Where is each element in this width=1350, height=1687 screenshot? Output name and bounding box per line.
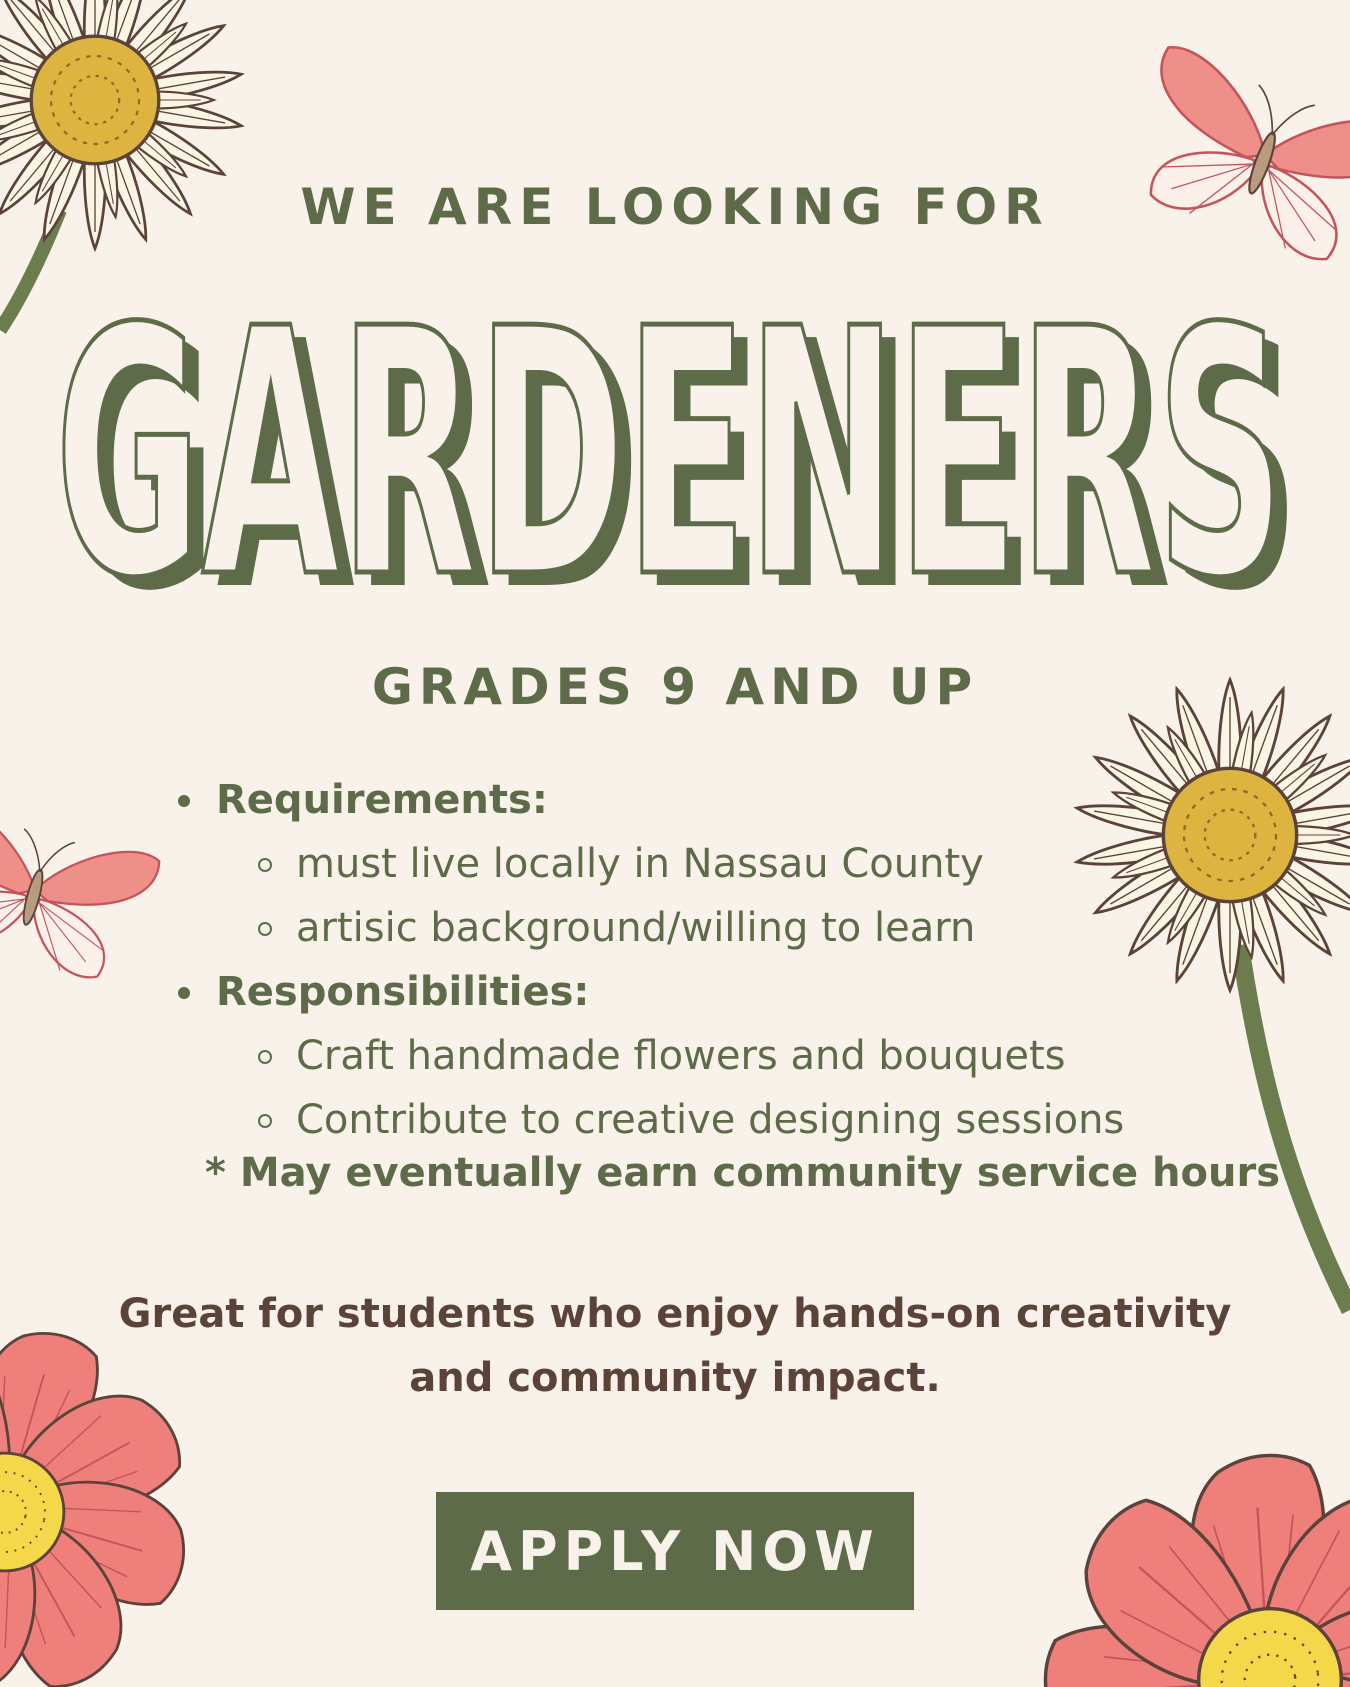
service-hours-note: * May eventually earn community service hours bbox=[205, 1150, 1280, 1196]
butterfly-icon-left bbox=[0, 799, 161, 988]
requirement-item: artisic background/willing to learn bbox=[178, 896, 1238, 960]
tagline bbox=[0, 1282, 1350, 1410]
headline-shadow: GARDENERS bbox=[70, 300, 1300, 610]
eyebrow-text: WE ARE LOOKING FOR bbox=[300, 178, 1050, 236]
requirement-item: must live locally in Nassau County bbox=[178, 832, 1238, 896]
bullet-icon bbox=[178, 987, 190, 999]
responsibilities-heading: Responsibilities: bbox=[178, 960, 1238, 1024]
responsibility-item: Craft handmade flowers and bouquets bbox=[178, 1024, 1238, 1088]
sub-bullet-icon bbox=[258, 1114, 272, 1128]
tagline-line-1: Great for students who enjoy hands-on creativity bbox=[118, 1291, 1232, 1337]
sub-bullet-icon bbox=[258, 922, 272, 936]
requirements-heading: Requirements: bbox=[178, 768, 1238, 832]
tagline-line-2: and community impact. bbox=[409, 1355, 941, 1401]
sub-bullet-icon bbox=[258, 1050, 272, 1064]
sub-bullet-icon bbox=[258, 858, 272, 872]
bullet-icon bbox=[178, 795, 190, 807]
daisy-stem-right bbox=[1240, 945, 1350, 1310]
butterfly-icon bbox=[1116, 43, 1350, 275]
apply-now-button[interactable]: APPLY NOW bbox=[436, 1492, 914, 1610]
details-list bbox=[178, 768, 1238, 1152]
grades-text: GRADES 9 AND UP bbox=[371, 658, 979, 716]
responsibility-item: Contribute to creative designing sessions bbox=[178, 1088, 1238, 1152]
headline-text: GARDENERS bbox=[55, 300, 1285, 610]
cosmos-flower-icon-right bbox=[1018, 1428, 1350, 1687]
headline bbox=[0, 300, 1350, 610]
